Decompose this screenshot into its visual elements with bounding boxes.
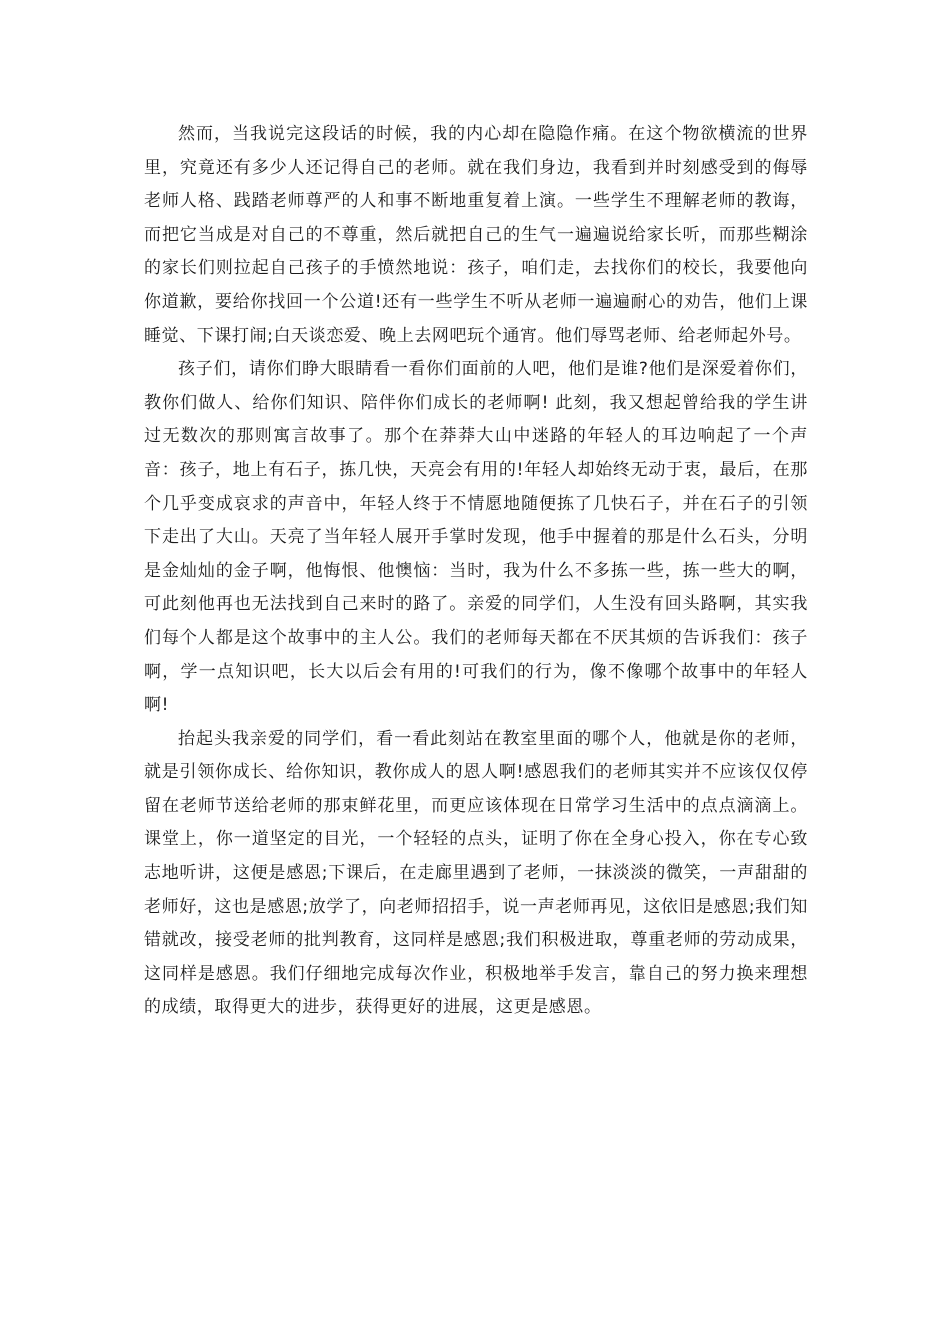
paragraph-3: 抬起头我亲爱的同学们，看一看此刻站在教室里面的哪个人，他就是你的老师，就是引领你成长、给你知识，教你成人的恩人啊!感恩我们的老师其实并不应该仅仅停留在老师节送给老师的那束鲜花里，而更应该体现在日常学习生活中的点点滴滴上。课堂上，你一道坚定的目光，一个轻轻的点头，证明了你在全身心投入，你在专心致志地听讲，这便是感恩;下课后，在走廊里遇到了老师，一抹淡淡的微笑，一声甜甜的老师好，这也是感恩;放学了，向老师招招手，说一声老师再见，这依旧是感恩;我们知错就改，接受老师的批判教育，这同样是感恩;我们积极进取，尊重老师的劳动成果，这同样是感恩。我们仔细地完成每次作业，积极地举手发言，靠自己的努力换来理想的成绩，取得更大的进步，获得更好的进展，这更是感恩。 — [144, 728, 808, 1018]
paragraph-2: 孩子们，请你们睁大眼睛看一看你们面前的人吧，他们是谁?他们是深爱着你们，教你们做人、给你们知识、陪伴你们成长的老师啊! 此刻，我又想起曾给我的学生讲过无数次的那则寓言故事了。那个在莽莽大山中迷路的年轻人的耳边响起了一个声音：孩子，地上有石子，拣几快，天亮会有用的!年轻人却始终无动于衷，最后，在那个几乎变成哀求的声音中，年轻人终于不情愿地随便拣了几快石子，并在石子的引领下走出了大山。天亮了当年轻人展开手掌时发现，他手中握着的那是什么石头，分明是金灿灿的金子啊，他悔恨、他懊恼：当时，我为什么不多拣一些，拣一些大的啊，可此刻他再也无法找到自己来时的路了。亲爱的同学们，人生没有回头路啊，其实我们每个人都是这个故事中的主人公。我们的老师每天都在不厌其烦的告诉我们：孩子啊，学一点知识吧，长大以后会有用的!可我们的行为，像不像哪个故事中的年轻人啊! — [144, 359, 808, 716]
document-body — [144, 118, 808, 1025]
paragraph-1: 然而，当我说完这段话的时候，我的内心却在隐隐作痛。在这个物欲横流的世界里，究竟还有多少人还记得自己的老师。就在我们身边，我看到并时刻感受到的侮辱老师人格、践踏老师尊严的人和事不断地重复着上演。一些学生不理解老师的教诲，而把它当成是对自己的不尊重，然后就把自己的生气一遍遍说给家长听，而那些糊涂的家长们则拉起自己孩子的手愤然地说：孩子，咱们走，去找你们的校长，我要他向你道歉，要给你找回一个公道!还有一些学生不听从老师一遍遍耐心的劝告，他们上课睡觉、下课打闹;白天谈恋爱、晚上去网吧玩个通宵。他们辱骂老师、给老师起外号。 — [144, 124, 808, 346]
